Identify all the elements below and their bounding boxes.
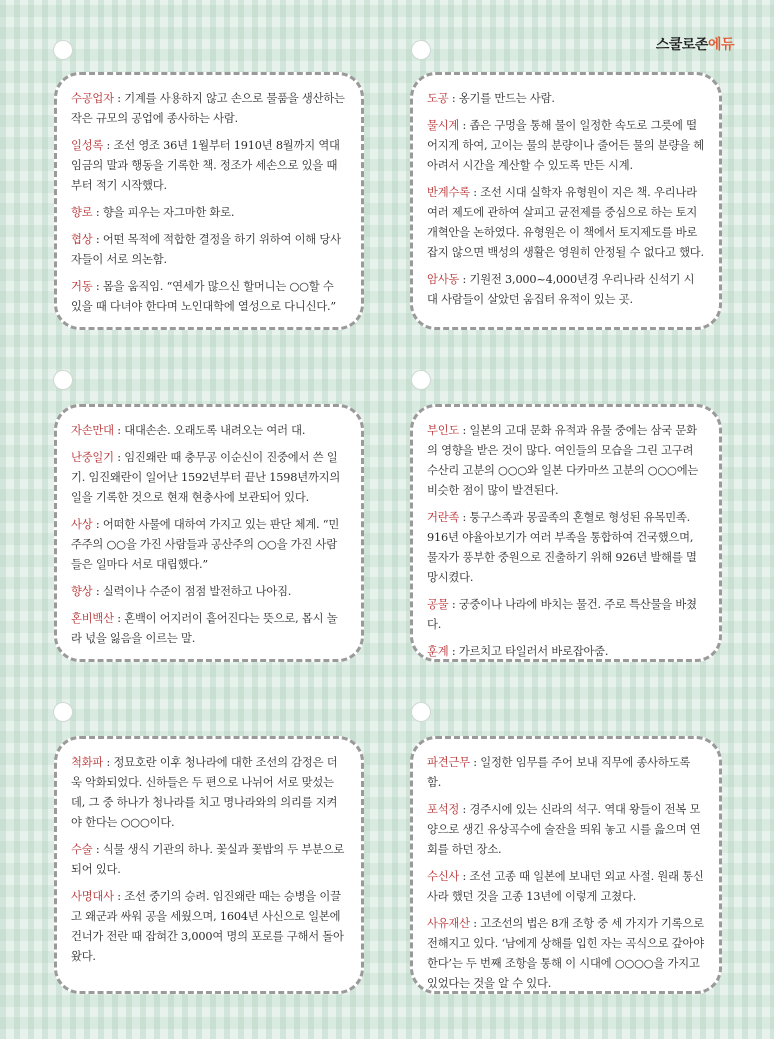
- glossary-card-top-right: [410, 72, 722, 330]
- glossary-entry: 난중일기 : 임진왜란 때 충무공 이순신이 진중에서 쓴 일기. 임진왜란이 일어난 1592년부터 끝난 1598년까지의 일을 기록한 것으로 현재 현충사에 보관되어 있다.: [71, 451, 341, 504]
- entry-term: 수공업자: [71, 92, 114, 105]
- glossary-entry: 수신사 : 조선 고종 때 일본에 보내던 외교 사절. 원래 통신사라 했던 것을 고종 13년에 이렇게 고쳤다.: [427, 870, 704, 903]
- glossary-entry: 포석정 : 경주시에 있는 신라의 석구. 역대 왕들이 전복 모양으로 생긴 유상곡수에 술잔을 띄워 놓고 시를 읊으며 연회를 하던 장소.: [427, 803, 701, 856]
- glossary-entry: 사명대사 : 조선 중기의 승려. 임진왜란 때는 승병을 이끌고 왜군과 싸워 공을 세웠으며, 1604년 사신으로 일본에 건너가 전란 때 잡혀간 3,000여 명의 포로를 구해서 돌아왔다.: [71, 890, 344, 963]
- glossary-entry: 향로 : 향을 피우는 자그마한 화로.: [71, 206, 235, 219]
- glossary-entry: 수공업자 : 기계를 사용하지 않고 손으로 물품을 생산하는 작은 규모의 공업에 종사하는 사람.: [71, 92, 345, 125]
- card-pin: [54, 41, 72, 59]
- glossary-entry: 혼비백산 : 혼백이 어지러이 흩어진다는 뜻으로, 몹시 놀라 넋을 잃음을 이르는 말.: [71, 612, 338, 645]
- entry-definition: 옹기를 만드는 사람.: [458, 92, 555, 105]
- entry-definition: 혼백이 어지러이 흩어진다는 뜻으로, 몹시 놀라 넋을 잃음을 이르는 말.: [71, 612, 338, 645]
- entry-term: 반계수록: [427, 186, 470, 199]
- entry-definition: 임진왜란 때 충무공 이순신이 진중에서 쓴 일기. 임진왜란이 일어난 1592년부터 끝난 1598년까지의 일을 기록한 것으로 현재 현충사에 보관되어 있다.: [71, 451, 341, 504]
- glossary-entry: 사유재산 : 고조선의 법은 8개 조항 중 세 가지가 기록으로 전해지고 있다. ‘남에게 상해를 입힌 자는 곡식으로 갚아야 한다’는 두 번째 조항을 통해 이 시대에 ○○○○을 가지고 있었다는 것을 알 수 있다.: [427, 917, 704, 990]
- entry-term: 척화파: [71, 756, 104, 769]
- entry-definition: 고조선의 법은 8개 조항 중 세 가지가 기록으로 전해지고 있다. ‘남에게 상해를 입힌 자는 곡식으로 갚아야 한다’는 두 번째 조항을 통해 이 시대에 ○○○○을 가지고 있었다는 것을 알 수 있다.: [427, 917, 704, 990]
- entry-definition: 퉁구스족과 몽골족의 혼혈로 형성된 유목민족. 916년 야율아보기가 여러 부족을 통합하여 건국했으며, 물자가 풍부한 중원으로 진출하기 위해 926년 발해를 멸망시켰다.: [427, 511, 697, 584]
- glossary-entry: 훈계 : 가르치고 타일러서 바로잡아줌.: [427, 645, 609, 658]
- glossary-entry: 수술 : 식물 생식 기관의 하나. 꽃실과 꽃밥의 두 부분으로 되어 있다.: [71, 843, 345, 876]
- glossary-entry: 일성록 : 조선 영조 36년 1월부터 1910년 8월까지 역대 임금의 말과 행동을 기록한 책. 정조가 세손으로 있을 때부터 적기 시작했다.: [71, 139, 340, 192]
- glossary-entry: 향상 : 실력이나 수준이 점점 발전하고 나아짐.: [71, 585, 292, 598]
- card-pin: [412, 41, 430, 59]
- entry-term: 훈계: [427, 645, 449, 658]
- entry-term: 자손만대: [71, 424, 114, 437]
- entry-term: 사유재산: [427, 917, 470, 930]
- entry-term: 거동: [71, 280, 93, 293]
- entry-term: 난중일기: [71, 451, 114, 464]
- entry-term: 향로: [71, 206, 93, 219]
- entry-definition: 향을 피우는 자그마한 화로.: [102, 206, 235, 219]
- glossary-entry: 공물 : 궁중이나 나라에 바치는 물건. 주로 특산물을 바쳤다.: [427, 598, 697, 631]
- entry-term: 사상: [71, 518, 93, 531]
- entry-term: 혼비백산: [71, 612, 114, 625]
- entry-term: 도공: [427, 92, 449, 105]
- entry-term: 일성록: [71, 139, 104, 152]
- entry-term: 공물: [427, 598, 449, 611]
- card-pin: [412, 703, 430, 721]
- entry-definition: 정묘호란 이후 청나라에 대한 조선의 감정은 더욱 악화되었다. 신하들은 두 편으로 나뉘어 서로 맞섰는데, 그 중 하나가 청나라를 치고 명나라와의 의리를 지켜야 한다는 ○○○이다.: [71, 756, 338, 829]
- entry-definition: 기계를 사용하지 않고 손으로 물품을 생산하는 작은 규모의 공업에 종사하는 사람.: [71, 92, 345, 125]
- entry-definition: 실력이나 수준이 점점 발전하고 나아짐.: [102, 585, 292, 598]
- entry-term: 거란족: [427, 511, 460, 524]
- entry-term: 사명대사: [71, 890, 114, 903]
- entry-definition: 조선 고종 때 일본에 보내던 외교 사절. 원래 통신사라 했던 것을 고종 13년에 이렇게 고쳤다.: [427, 870, 704, 903]
- entry-definition: 어떠한 사물에 대하여 가지고 있는 판단 체계. “민주주의 ○○을 가진 사람들과 공산주의 ○○을 가진 사람들은 일마다 서로 대립했다.”: [71, 518, 340, 571]
- entry-term: 수술: [71, 843, 93, 856]
- glossary-entry: 사상 : 어떠한 사물에 대하여 가지고 있는 판단 체계. “민주주의 ○○을 가진 사람들과 공산주의 ○○을 가진 사람들은 일마다 서로 대립했다.”: [71, 518, 340, 571]
- entry-definition: 조선 영조 36년 1월부터 1910년 8월까지 역대 임금의 말과 행동을 기록한 책. 정조가 세손으로 있을 때부터 적기 시작했다.: [71, 139, 340, 192]
- glossary-entry: 도공 : 옹기를 만드는 사람.: [427, 92, 555, 105]
- entry-term: 물시계: [427, 119, 460, 132]
- glossary-entry: 자손만대 : 대대손손. 오래도록 내려오는 여러 대.: [71, 424, 306, 437]
- entry-term: 포석정: [427, 803, 460, 816]
- entry-definition: 어떤 목적에 적합한 결정을 하기 위하여 이해 당사자들이 서로 의논함.: [71, 233, 341, 266]
- entry-definition: 조선 중기의 승려. 임진왜란 때는 승병을 이끌고 왜군과 싸워 공을 세웠으며, 1604년 사신으로 일본에 건너가 전란 때 잡혀간 3,000여 명의 포로를 구해서 돌아왔다.: [71, 890, 344, 963]
- glossary-card-top-left: [54, 72, 364, 330]
- entry-definition: 일정한 임무를 주어 보내 직무에 종사하도록 함.: [427, 756, 691, 789]
- entry-definition: 좁은 구멍을 통해 물이 일정한 속도로 그릇에 떨어지게 하여, 고이는 물의 분량이나 줄어든 물의 분량을 헤아려서 시간을 계산할 수 있도록 만든 시계.: [427, 119, 704, 172]
- logo-text-accent: 에듀: [707, 37, 734, 53]
- glossary-card-middle-right: [410, 404, 722, 662]
- glossary-entry: 물시계 : 좁은 구멍을 통해 물이 일정한 속도로 그릇에 떨어지게 하여, 고이는 물의 분량이나 줄어든 물의 분량을 헤아려서 시간을 계산할 수 있도록 만든 시계.: [427, 119, 704, 172]
- entry-term: 암사동: [427, 273, 460, 286]
- glossary-card-bottom-right: [410, 736, 722, 994]
- entry-definition: 조선 시대 실학자 유형원이 지은 책. 우리나라 여러 제도에 관하여 살피고 균전제를 중심으로 하는 토지 개혁안을 논하였다. 유형원은 이 책에서 토지제도를 바로잡지 않으면 백성의 생활은 영원히 안정될 수 없다고 했다.: [427, 186, 704, 259]
- card-pin: [54, 371, 72, 389]
- brand-logo: [656, 34, 734, 54]
- glossary-entry: 반계수록 : 조선 시대 실학자 유형원이 지은 책. 우리나라 여러 제도에 관하여 살피고 균전제를 중심으로 하는 토지 개혁안을 논하였다. 유형원은 이 책에서 토지제도를 바로잡지 않으면 백성의 생활은 영원히 안정될 수 없다고 했다.: [427, 186, 704, 259]
- entry-definition: 식물 생식 기관의 하나. 꽃실과 꽃밥의 두 부분으로 되어 있다.: [71, 843, 345, 876]
- entry-definition: 대대손손. 오래도록 내려오는 여러 대.: [124, 424, 306, 437]
- glossary-entry: 거란족 : 퉁구스족과 몽골족의 혼혈로 형성된 유목민족. 916년 야율아보기가 여러 부족을 통합하여 건국했으며, 물자가 풍부한 중원으로 진출하기 위해 926년 발해를 멸망시켰다.: [427, 511, 697, 584]
- entry-definition: 경주시에 있는 신라의 석구. 역대 왕들이 전복 모양으로 생긴 유상곡수에 술잔을 띄워 놓고 시를 읊으며 연회를 하던 장소.: [427, 803, 701, 856]
- glossary-entry: 암사동 : 기원전 3,000~4,000년경 우리나라 신석기 시대 사람들이 살았던 움집터 유적이 있는 곳.: [427, 273, 695, 306]
- glossary-entry: 척화파 : 정묘호란 이후 청나라에 대한 조선의 감정은 더욱 악화되었다. 신하들은 두 편으로 나뉘어 서로 맞섰는데, 그 중 하나가 청나라를 치고 명나라와의 의리를 지켜야 한다는 ○○○이다.: [71, 756, 338, 829]
- card-pin: [412, 371, 430, 389]
- glossary-entry: 거동 : 몸을 움직임. “연세가 많으신 할머니는 ○○할 수 있을 때 다녀야 한다며 노인대학에 열성으로 다니신다.”: [71, 280, 336, 313]
- glossary-card-middle-left: [54, 404, 364, 662]
- glossary-entry: 파견근무 : 일정한 임무를 주어 보내 직무에 종사하도록 함.: [427, 756, 691, 789]
- entry-term: 협상: [71, 233, 93, 246]
- entry-definition: 궁중이나 나라에 바치는 물건. 주로 특산물을 바쳤다.: [427, 598, 697, 631]
- entry-definition: 몸을 움직임. “연세가 많으신 할머니는 ○○할 수 있을 때 다녀야 한다며 노인대학에 열성으로 다니신다.”: [71, 280, 336, 313]
- entry-term: 부인도: [427, 424, 460, 437]
- entry-term: 향상: [71, 585, 93, 598]
- glossary-entry: 협상 : 어떤 목적에 적합한 결정을 하기 위하여 이해 당사자들이 서로 의논함.: [71, 233, 341, 266]
- glossary-entry: 부인도 : 일본의 고대 문화 유적과 유물 중에는 삼국 문화의 영향을 받은 것이 많다. 여인들의 모습을 그린 고구려 수산리 고분의 ○○○와 일본 다카마쓰 고분의 ○○○에는 비슷한 점이 많이 발견된다.: [427, 424, 699, 497]
- card-pin: [54, 703, 72, 721]
- entry-term: 수신사: [427, 870, 460, 883]
- entry-term: 파견근무: [427, 756, 470, 769]
- logo-text-main: 스쿨로존: [655, 37, 708, 53]
- entry-definition: 일본의 고대 문화 유적과 유물 중에는 삼국 문화의 영향을 받은 것이 많다. 여인들의 모습을 그린 고구려 수산리 고분의 ○○○와 일본 다카마쓰 고분의 ○○○에는 비슷한 점이 많이 발견된다.: [427, 424, 699, 497]
- glossary-card-bottom-left: [54, 736, 364, 994]
- entry-definition: 기원전 3,000~4,000년경 우리나라 신석기 시대 사람들이 살았던 움집터 유적이 있는 곳.: [427, 273, 695, 306]
- entry-definition: 가르치고 타일러서 바로잡아줌.: [458, 645, 609, 658]
